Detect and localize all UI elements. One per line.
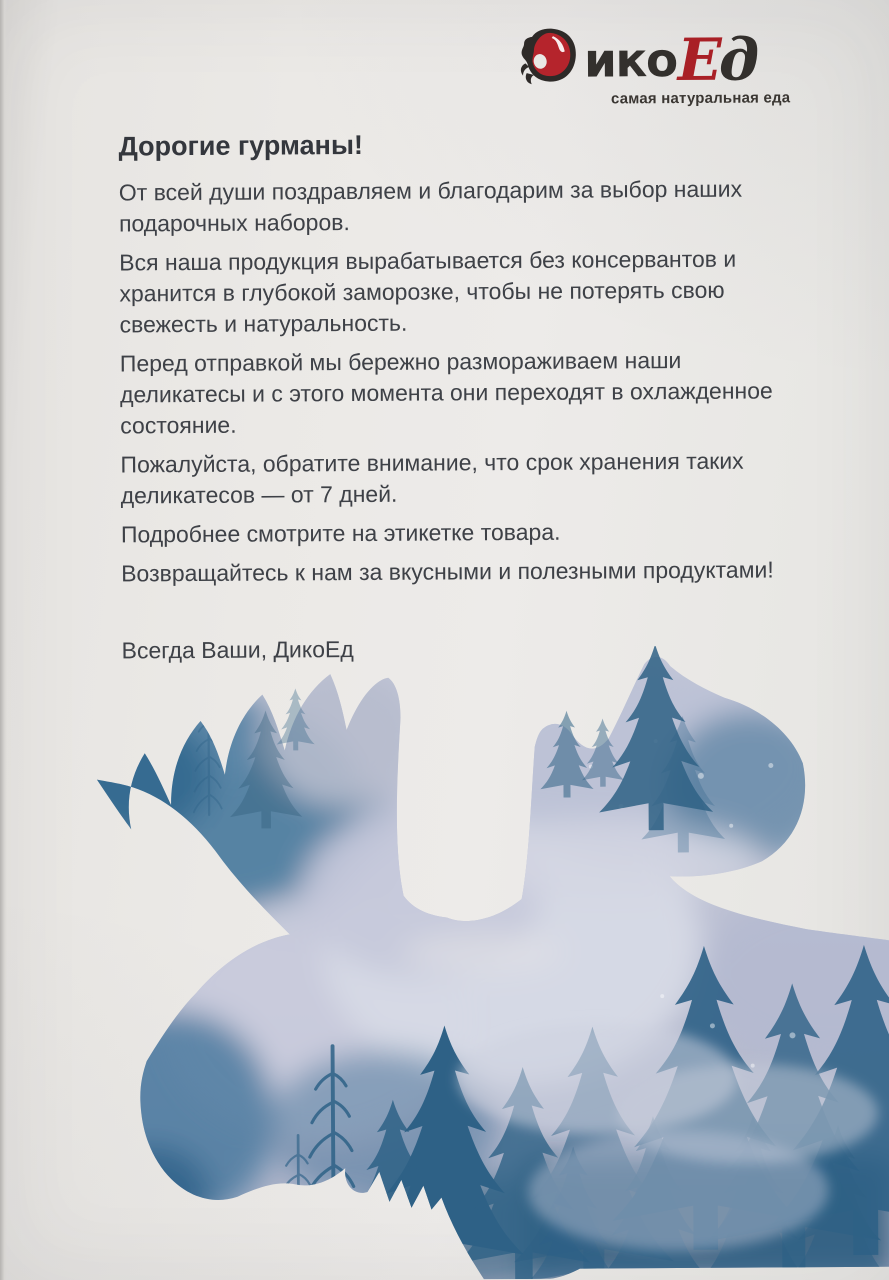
brand-part-d: д [718, 25, 760, 94]
brand-part-e: Е [677, 25, 723, 95]
letter-heading: Дорогие гурманы! [118, 129, 364, 162]
letter-paragraph: Вся наша продукция вырабатывается без консервантов и хранится в глубокой заморозке, чтобы не потерять свою свежесть и натуральность. [119, 245, 737, 338]
brand-tagline: самая натуральная еда [610, 89, 791, 108]
moose-interior [90, 662, 889, 1280]
letter-paragraph: Подробнее смотрите на этикетке товара. [120, 518, 561, 548]
moose-forest-artwork [90, 645, 889, 1280]
brand-logo-row [518, 23, 794, 95]
brand-part-iko: ико [583, 33, 677, 89]
letter-signature: Всегда Ваши, ДикоЕд [121, 636, 354, 664]
letter-paragraph: Перед отправкой мы бережно размораживаем наши деликатесы и с этого момента они переходят в охлажденное состояние. [119, 347, 773, 439]
brand-logo [518, 23, 795, 108]
letter-paragraph: Возвращайтесь к нам за вкусными и полезными продуктами! [121, 556, 774, 587]
letter-paragraph: От всей души поздравляем и благодарим за выбор наших подарочных наборов. [118, 175, 743, 237]
letter-body [118, 125, 811, 674]
letter-paragraph: Пожалуйста, обратите внимание, что срок хранения таких деликатесов — от 7 дней. [120, 447, 744, 509]
meat-steak-letter-icon [518, 25, 582, 87]
brand-wordmark [583, 25, 760, 95]
